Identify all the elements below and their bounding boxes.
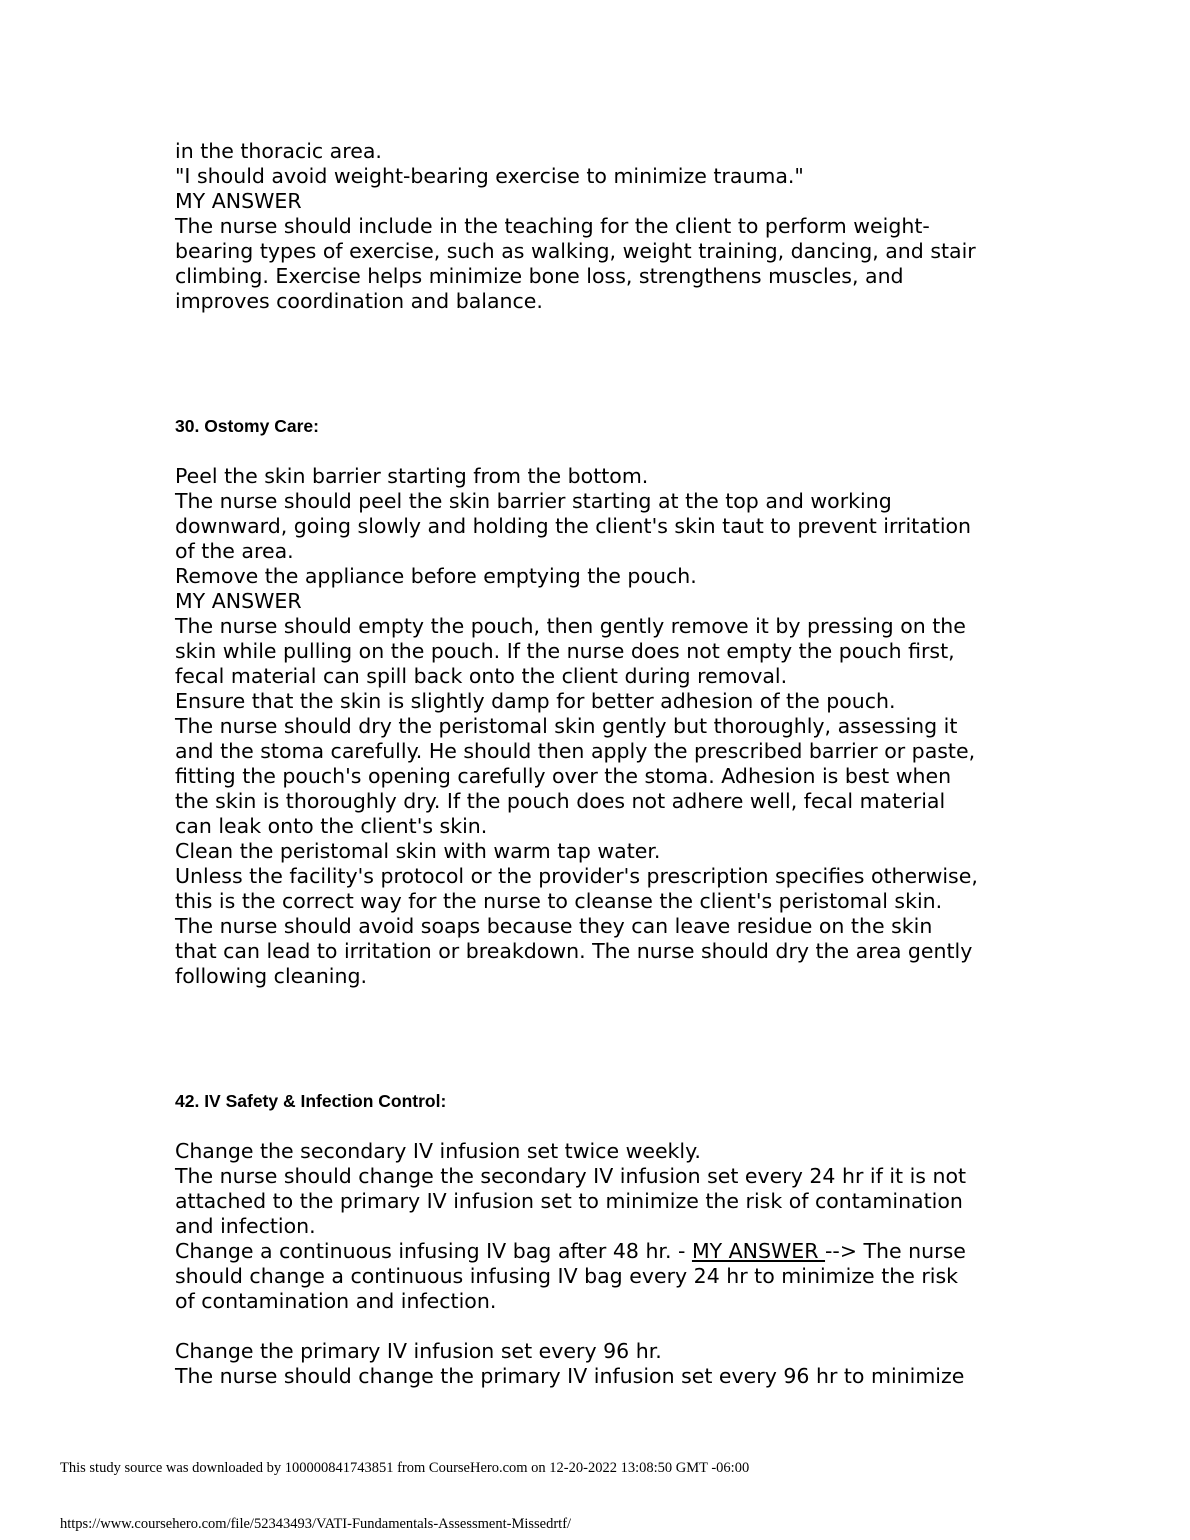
text-line: Unless the facility's protocol or the provider's prescription specifies otherwise, [175, 864, 978, 888]
text-line: Change the secondary IV infusion set twice weekly. [175, 1139, 701, 1163]
text-line: following cleaning. [175, 964, 368, 988]
text-line: bearing types of exercise, such as walking, weight training, dancing, and stair [175, 239, 976, 263]
footer-url[interactable]: https://www.coursehero.com/file/52343493/VATI-Fundamentals-Assessment-Missedrtf/ [60, 1516, 572, 1532]
text-line: The nurse should empty the pouch, then gently remove it by pressing on the [175, 614, 966, 638]
text-line: can leak onto the client's skin. [175, 814, 488, 838]
text-line: Change the primary IV infusion set every 96 hr. [175, 1339, 662, 1363]
text-line: fitting the pouch's opening carefully over the stoma. Adhesion is best when [175, 764, 952, 788]
text-line: in the thoracic area. [175, 139, 382, 163]
text-line: this is the correct way for the nurse to cleanse the client's peristomal skin. [175, 889, 943, 913]
text-line: The nurse should include in the teaching for the client to perform weight- [175, 214, 930, 238]
text-line: improves coordination and balance. [175, 289, 543, 313]
text-line: and infection. [175, 1214, 316, 1238]
section-iv-safety [175, 1089, 1025, 1389]
text-line: The nurse should change the secondary IV infusion set every 24 hr if it is not [175, 1164, 967, 1188]
footer-source-line: This study source was downloaded by 100000841743851 from CourseHero.com on 12-20-2022 13:08:50 GMT -06:00 [60, 1460, 750, 1476]
spacer [175, 989, 1025, 1089]
text-line: and the stoma carefully. He should then apply the prescribed barrier or paste, [175, 739, 976, 763]
my-answer-label: MY ANSWER [175, 589, 302, 613]
text-line: attached to the primary IV infusion set to minimize the risk of contamination [175, 1189, 963, 1213]
text-line: The nurse should change the primary IV infusion set every 96 hr to minimize [175, 1364, 965, 1388]
text-line: skin while pulling on the pouch. If the nurse does not empty the pouch first, [175, 639, 955, 663]
text-line: "I should avoid weight-bearing exercise to minimize trauma." [175, 164, 804, 188]
text-line: The nurse should avoid soaps because they can leave residue on the skin [175, 914, 933, 938]
text-line: should change a continuous infusing IV bag every 24 hr to minimize the risk [175, 1264, 959, 1288]
text-line: The nurse should peel the skin barrier starting at the top and working [175, 489, 892, 513]
text-line: fecal material can spill back onto the client during removal. [175, 664, 788, 688]
my-answer-label: MY ANSWER [175, 189, 302, 213]
document-body [175, 139, 1025, 1389]
section-heading: 42. IV Safety & Infection Control: [175, 1091, 447, 1111]
text-line: climbing. Exercise helps minimize bone loss, strengthens muscles, and [175, 264, 904, 288]
text-line: Peel the skin barrier starting from the bottom. [175, 464, 649, 488]
text-line: Clean the peristomal skin with warm tap water. [175, 839, 661, 863]
my-answer-underlined: MY ANSWER [691, 1239, 826, 1263]
text-line: downward, going slowly and holding the client's skin taut to prevent irritation [175, 514, 972, 538]
spacer [175, 1114, 1025, 1139]
section-previous-continuation [175, 139, 1025, 314]
spacer [175, 314, 1025, 414]
text-line: of contamination and infection. [175, 1289, 497, 1313]
text-segment: Change a continuous infusing IV bag after 48 hr. - [175, 1239, 692, 1263]
spacer [175, 439, 1025, 464]
text-line: that can lead to irritation or breakdown. The nurse should dry the area gently [175, 939, 973, 963]
spacer [175, 1314, 1025, 1339]
text-line: Ensure that the skin is slightly damp for better adhesion of the pouch. [175, 689, 896, 713]
text-line: the skin is thoroughly dry. If the pouch does not adhere well, fecal material [175, 789, 946, 813]
text-line: of the area. [175, 539, 294, 563]
text-segment: --> The nurse [825, 1239, 966, 1263]
section-heading: 30. Ostomy Care: [175, 416, 319, 436]
text-line: The nurse should dry the peristomal skin gently but thoroughly, assessing it [175, 714, 958, 738]
section-ostomy-care [175, 414, 1025, 989]
text-line: Remove the appliance before emptying the pouch. [175, 564, 697, 588]
text-line-mixed [175, 1239, 1025, 1264]
